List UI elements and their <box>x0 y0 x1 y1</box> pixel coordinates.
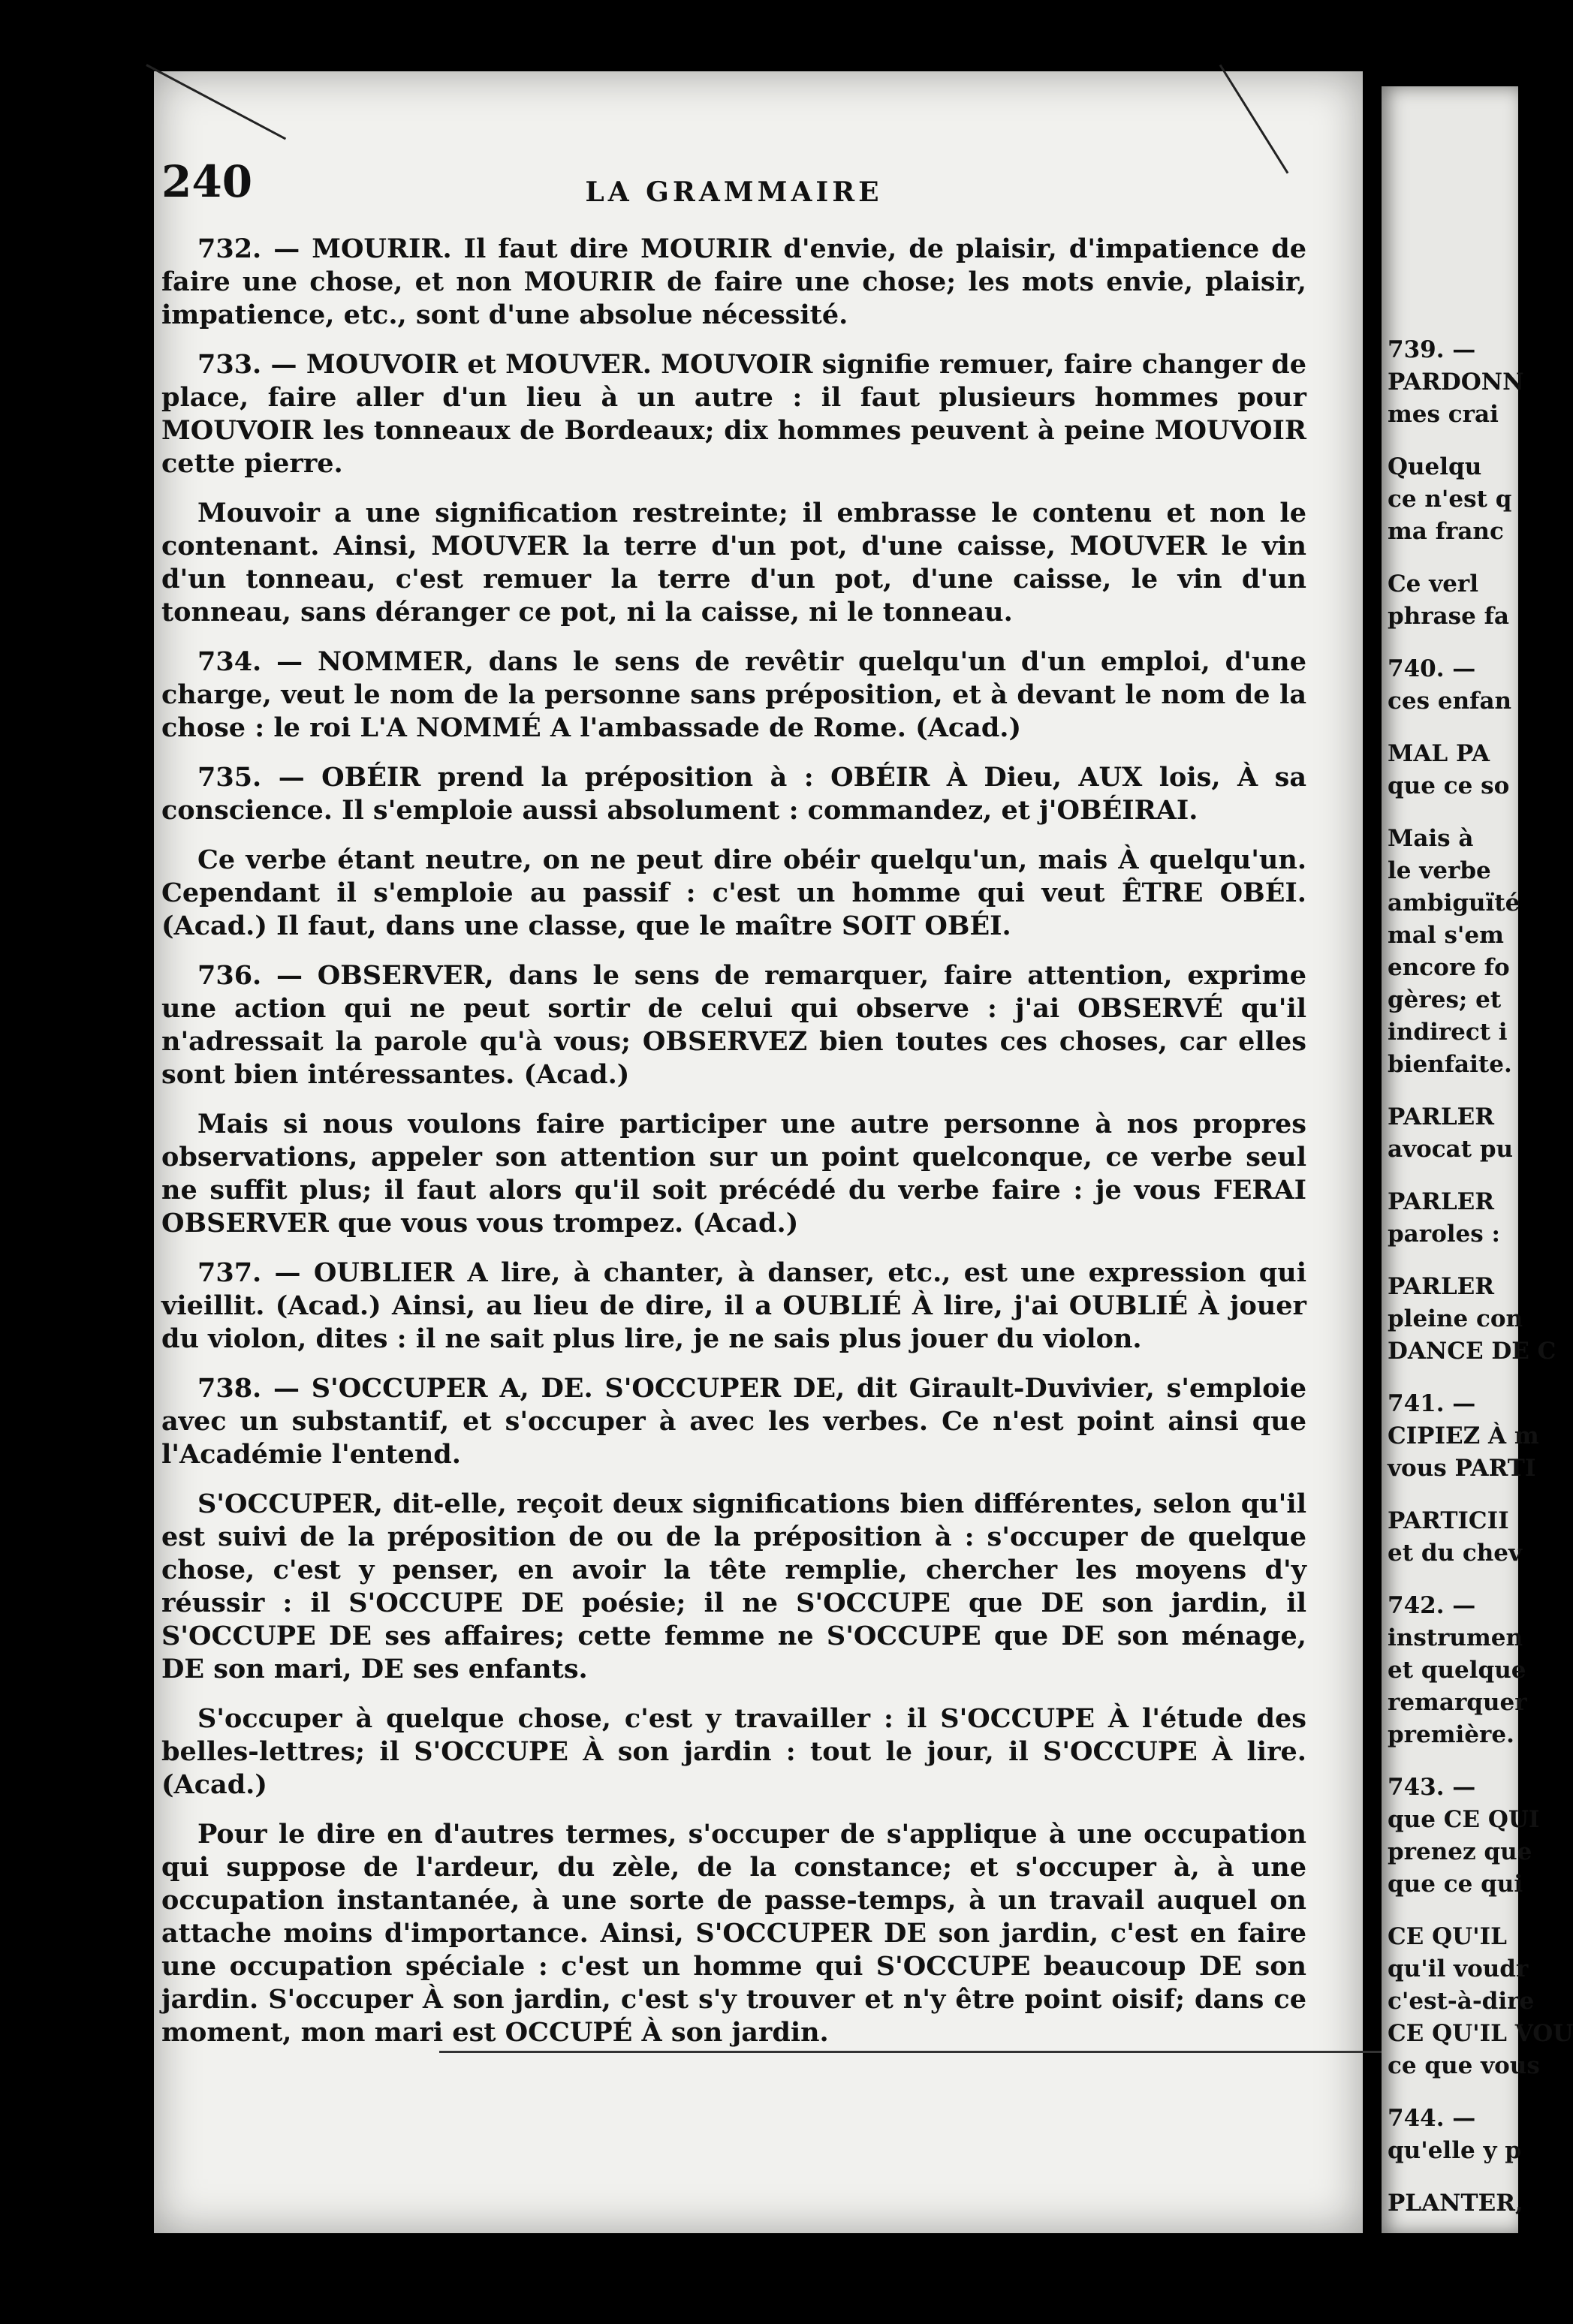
adjacent-page-line: et quelque <box>1388 1657 1526 1684</box>
adjacent-page-line: pleine con <box>1388 1305 1523 1332</box>
adjacent-page-line: vous PARTI <box>1388 1455 1536 1482</box>
adjacent-page-line: MAL PA <box>1388 740 1490 767</box>
adjacent-page-line: c'est-à-dire <box>1388 1988 1535 2015</box>
adjacent-page-line: qu'il voudr <box>1388 1955 1529 1982</box>
paragraph-733-note: Mouvoir a une signification restreinte; il embrasse le contenu et non le contenant. Ainsi, MOUVER la terre d'un pot, d'une caisse, MOUVER le vin d'un tonneau, c'est remuer la terre d'un pot, d'une caisse, le vin d'un tonneau, sans déranger ce pot, ni la caisse, ni le tonneau. <box>161 498 1306 628</box>
adjacent-page-line: DANCE DE C <box>1388 1338 1556 1365</box>
scan-artifact-stroke <box>1219 65 1289 174</box>
adjacent-page-line: mal s'em <box>1388 922 1504 949</box>
adjacent-page-line: ma franc <box>1388 518 1504 545</box>
adjacent-page <box>1382 86 1573 2233</box>
adjacent-page-line: PARLER <box>1388 1103 1495 1130</box>
paragraph-738-note-3: Pour le dire en d'autres termes, s'occuper de s'applique à une occupation qui suppose de l'ardeur, du zèle, de la constance; et s'occuper à, à une occupation instantanée, à une sorte de passe-temps, à un travail auquel on attache moins d'importance. Ainsi, S'OCCUPER DE son jardin, c'est en faire une occupation spéciale : c'est un homme qui S'OCCUPE beaucoup DE son jardin. S'occuper À son jardin, c'est s'y trouver et n'y être point oisif; dans ce moment, mon mari est OCCUPÉ À son jardin. <box>161 1819 1306 2048</box>
adjacent-page-line: 744. — <box>1388 2105 1476 2132</box>
paragraph-738: 738. — S'OCCUPER A, DE. S'OCCUPER DE, dit Girault-Duvivier, s'emploie avec un substantif, et s'occuper à avec les verbes. Ce n'est point ainsi que l'Académie l'entend. <box>161 1373 1306 1470</box>
adjacent-page-line: ce n'est q <box>1388 486 1512 513</box>
page-header <box>161 156 1306 233</box>
adjacent-page-line: ces enfan <box>1388 688 1512 715</box>
adjacent-page-line: Quelqu <box>1388 453 1482 480</box>
adjacent-page-line: 742. — <box>1388 1592 1476 1619</box>
adjacent-page-line: que ce qui <box>1388 1871 1523 1898</box>
adjacent-page-line: bienfaite. <box>1388 1051 1512 1078</box>
paragraph-735-note: Ce verbe étant neutre, on ne peut dire obéir quelqu'un, mais À quelqu'un. Cependant il s'emploie au passif : c'est un homme qui veut ÊTRE OBÉI. (Acad.) Il faut, dans une classe, que le maître SOIT OBÉI. <box>161 844 1306 941</box>
paragraph-737: 737. — OUBLIER A lire, à chanter, à danser, etc., est une expression qui vieillit. (Acad.) Ainsi, au lieu de dire, il a OUBLIÉ À lire, j'ai OUBLIÉ À jouer du violon, dites : il ne sait plus lire, je ne sais plus jouer du violon. <box>161 1257 1306 1354</box>
adjacent-page-line: 740. — <box>1388 655 1476 682</box>
running-title: LA GRAMMAIRE <box>585 176 883 208</box>
adjacent-page-line: PARLER <box>1388 1273 1495 1300</box>
adjacent-page-line: que CE QUI <box>1388 1806 1540 1833</box>
adjacent-page-line: CIPIEZ À m <box>1388 1422 1539 1449</box>
paragraph-736-note: Mais si nous voulons faire participer une autre personne à nos propres observations, appeler son attention sur un point quelconque, ce verbe seul ne suffit plus; il faut alors qu'il soit précédé du verbe faire : je vous FERAI OBSERVER que vous vous trompez. (Acad.) <box>161 1109 1306 1239</box>
adjacent-page-line: que ce so <box>1388 772 1510 799</box>
adjacent-page-line: Mais à <box>1388 825 1474 852</box>
adjacent-page-line: ce que vous <box>1388 2052 1540 2079</box>
adjacent-page-line: remarquer <box>1388 1689 1527 1716</box>
adjacent-page-line: phrase fa <box>1388 603 1510 630</box>
adjacent-page-line: avocat pu <box>1388 1136 1514 1163</box>
paragraph-734: 734. — NOMMER, dans le sens de revêtir quelqu'un d'un emploi, d'une charge, veut le nom de la personne sans préposition, et à devant le nom de la chose : le roi L'A NOMMÉ A l'ambassade de Rome. (Acad.) <box>161 646 1306 743</box>
adjacent-page-line: encore fo <box>1388 954 1510 981</box>
adjacent-page-line: qu'elle y p <box>1388 2137 1521 2164</box>
page-text <box>161 156 1306 2066</box>
adjacent-page-line: première. <box>1388 1721 1514 1748</box>
paragraph-732: 732. — MOURIR. Il faut dire MOURIR d'envie, de plaisir, d'impatience de faire une chose, et non MOURIR de faire une chose; les mots envie, plaisir, impatience, etc., sont d'une absolue nécessité. <box>161 233 1306 330</box>
adjacent-page-line: prenez que <box>1388 1838 1532 1865</box>
adjacent-page-line: CE QU'IL VOU <box>1388 2020 1573 2047</box>
adjacent-page-line: le verbe <box>1388 857 1491 884</box>
adjacent-page-line: PARTICII <box>1388 1507 1509 1534</box>
adjacent-page-line: 739. — <box>1388 336 1476 363</box>
adjacent-page-line: CE QU'IL <box>1388 1923 1507 1950</box>
adjacent-page-line: et du chev <box>1388 1540 1522 1567</box>
adjacent-page-line: instrumen <box>1388 1624 1523 1651</box>
adjacent-page-line: Ce verl <box>1388 570 1479 598</box>
adjacent-page-line: gères; et <box>1388 986 1502 1013</box>
paragraph-738-note-2: S'occuper à quelque chose, c'est y travailler : il S'OCCUPE À l'étude des belles-lettres; il S'OCCUPE À son jardin : tout le jour, il S'OCCUPE À lire. (Acad.) <box>161 1703 1306 1800</box>
adjacent-page-line: 743. — <box>1388 1774 1476 1801</box>
adjacent-page-line: PARLER <box>1388 1188 1495 1215</box>
scan-artifact-stroke <box>146 64 286 140</box>
adjacent-page-line: indirect i <box>1388 1019 1508 1046</box>
paragraph-738-note-1: S'OCCUPER, dit-elle, reçoit deux significations bien différentes, selon qu'il est suivi de la préposition de ou de la préposition à : s'occuper de quelque chose, c'est y penser, en avoir la tête remplie, chercher les moyens d'y réussir : il S'OCCUPE DE poésie; il ne S'OCCUPE que DE son jardin, il S'OCCUPE DE ses affaires; cette femme ne S'OCCUPE que DE son ménage, DE son mari, DE ses enfants. <box>161 1489 1306 1684</box>
adjacent-page-line: PARDONN <box>1388 369 1524 396</box>
adjacent-page-line: ambiguïté <box>1388 890 1520 917</box>
adjacent-page-line: mes crai <box>1388 401 1499 428</box>
page-number: 240 <box>161 156 253 207</box>
paragraph-733: 733. — MOUVOIR et MOUVER. MOUVOIR signifie remuer, faire changer de place, faire aller d'un lieu à un autre : il faut plusieurs hommes pour MOUVOIR les tonneaux de Bordeaux; dix hommes peuvent à peine MOUVOIR cette pierre. <box>161 349 1306 479</box>
adjacent-page-text <box>1388 334 1573 2220</box>
adjacent-page-line: 741. — <box>1388 1390 1476 1417</box>
paragraph-735: 735. — OBÉIR prend la préposition à : OBÉIR À Dieu, AUX lois, À sa conscience. Il s'emploie aussi absolument : commandez, et j'OBÉIRAI. <box>161 762 1306 826</box>
paragraph-736: 736. — OBSERVER, dans le sens de remarquer, faire attention, exprime une action qui ne peut sortir de celui qui observe : j'ai OBSERVÉ qu'il n'adressait la parole qu'à vous; OBSERVEZ bien toutes ces choses, car elles sont bien intéressantes. (Acad.) <box>161 960 1306 1090</box>
adjacent-page-line: PLANTER, <box>1388 2190 1523 2217</box>
adjacent-page-line: paroles : <box>1388 1221 1500 1248</box>
